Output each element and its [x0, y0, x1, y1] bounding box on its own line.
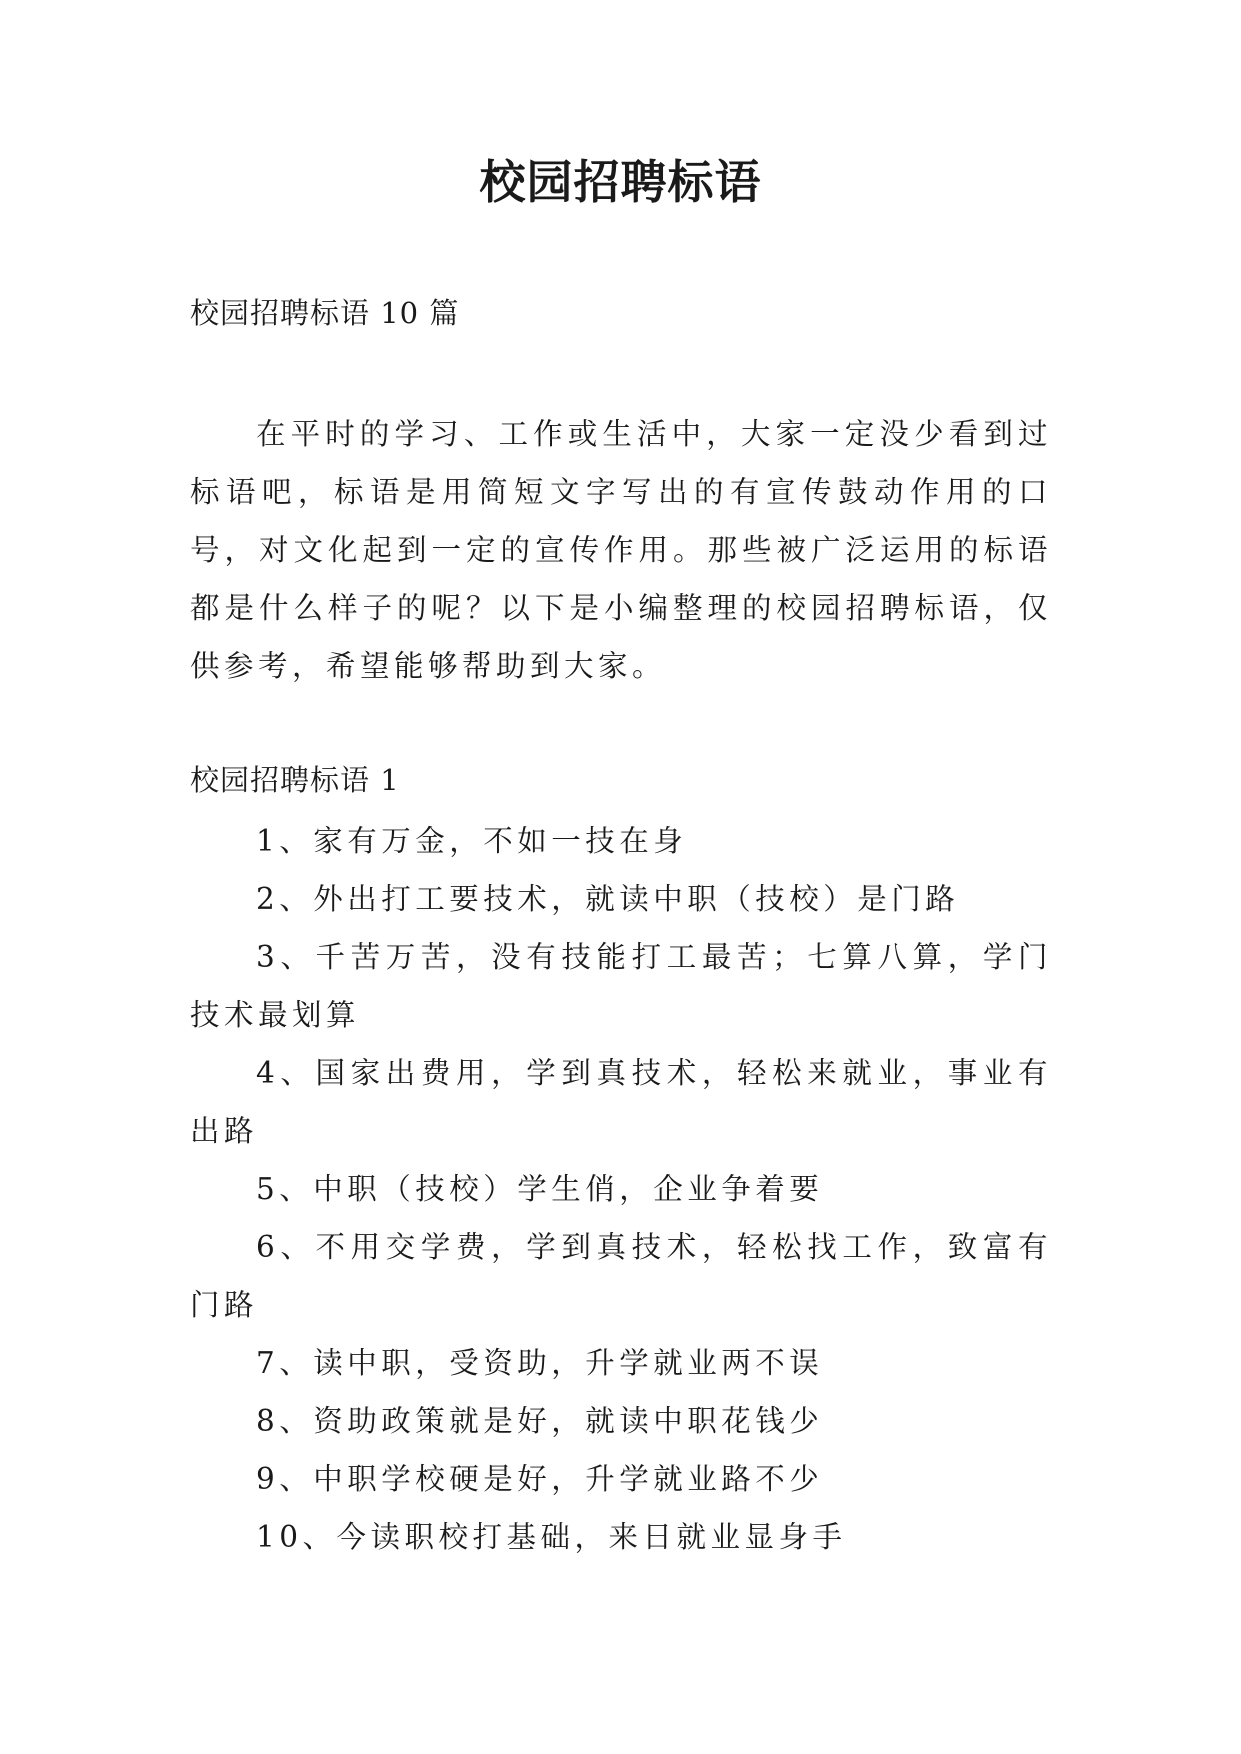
- intro-paragraph: 在平时的学习、工作或生活中，大家一定没少看到过标语吧，标语是用简短文字写出的有宣传鼓动作用的口号，对文化起到一定的宣传作用。那些被广泛运用的标语都是什么样子的呢？以下是小编整理的校园招聘标语，仅供参考，希望能够帮助到大家。: [190, 417, 1052, 683]
- slogan-item: 9、中职学校硬是好，升学就业路不少: [256, 1462, 824, 1496]
- slogan-item: 7、读中职，受资助，升学就业两不误: [256, 1346, 824, 1380]
- slogan-item: 6、不用交学费，学到真技术，轻松找工作，致富有门路: [190, 1230, 1052, 1322]
- slogan-item: 8、资助政策就是好，就读中职花钱少: [256, 1404, 824, 1438]
- document-subtitle: 校园招聘标语 10 篇: [190, 296, 460, 330]
- slogan-item: 10、今读职校打基础，来日就业显身手: [256, 1520, 847, 1554]
- slogan-item: 3、千苦万苦，没有技能打工最苦；七算八算，学门技术最划算: [190, 940, 1052, 1032]
- slogan-item: 1、家有万金，不如一技在身: [256, 824, 688, 858]
- slogan-item: 4、国家出费用，学到真技术，轻松来就业，事业有出路: [190, 1056, 1052, 1148]
- document-title: 校园招聘标语: [479, 155, 762, 209]
- section-heading: 校园招聘标语 1: [190, 763, 400, 797]
- slogan-item: 2、外出打工要技术，就读中职（技校）是门路: [256, 882, 960, 916]
- slogan-item: 5、中职（技校）学生俏，企业争着要: [256, 1172, 824, 1206]
- slogan-list: [190, 812, 1052, 1566]
